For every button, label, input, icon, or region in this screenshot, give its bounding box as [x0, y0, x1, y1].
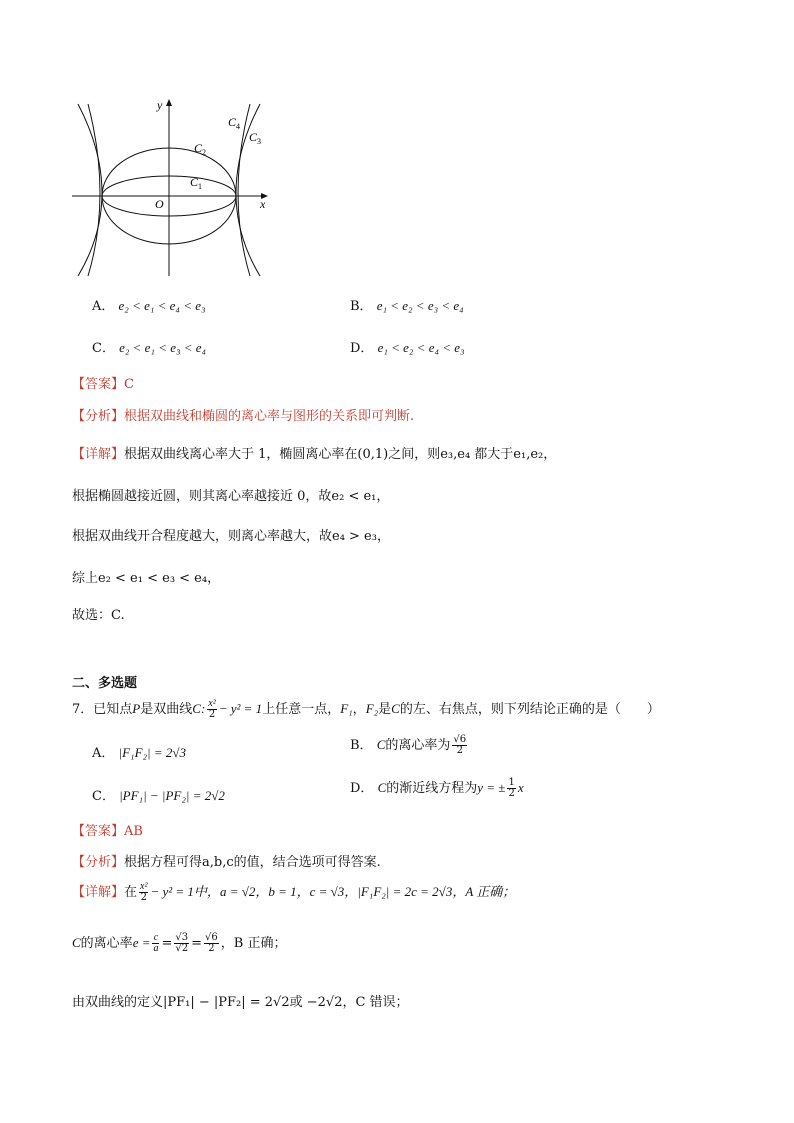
detail-eq: − y² = 1中， [150, 884, 220, 899]
q6-answer [72, 373, 134, 392]
detail-values: a = √2，b = 1，c = √3，|F₁F₂| = 2c = 2√3，A 正确； [219, 884, 516, 899]
label-c2: $C_2$ [194, 141, 207, 157]
q7-stem-text: 的左、右焦点，则下列结论正确的是（ ） [399, 702, 660, 717]
answer-value: AB [124, 824, 143, 839]
detail-text: 在 [124, 885, 138, 900]
q6-option-b [350, 295, 464, 314]
q6-option-c [92, 337, 206, 356]
q7-option-b-label: B． [350, 738, 373, 753]
frac-c-a [152, 933, 159, 954]
q7-analysis [72, 851, 381, 870]
q7-stem-text: 上任意一点， [262, 702, 341, 717]
q7-option-d-text: 的渐近线方程为 [386, 781, 478, 796]
q7-curve-c: C [377, 780, 387, 795]
q6-detail-line2: 根据椭圆越接近圆，则其离心率越接近 0，故e₂ < e₁， [72, 489, 390, 504]
q7-curve-c: C [391, 701, 400, 716]
q7-stem-text: 是 [378, 702, 392, 717]
frac-num: √6 [453, 734, 467, 745]
detail-text: ，B 正确； [220, 936, 287, 951]
frac-num: √3 [175, 932, 189, 943]
q6-option-d [350, 337, 465, 356]
frac-num: 1 [508, 777, 515, 788]
q7-point-p: P [132, 701, 141, 716]
q7-option-d-frac [507, 778, 515, 799]
frac-den: 2 [508, 788, 515, 799]
q7-stem-text: 是双曲线 [140, 702, 193, 717]
q7-option-a [92, 742, 186, 761]
q7-number: 7． [72, 702, 94, 717]
q7-detail-line1 [72, 880, 515, 905]
q7-option-b [350, 734, 469, 756]
frac-num: √6 [205, 932, 218, 943]
frac-den: 2 [204, 943, 219, 954]
q6-detail-line1 [72, 443, 556, 462]
q6-option-d-text: e₁ < e₂ < e₄ < e₃ [377, 340, 465, 355]
label-c3: $C_3$ [249, 130, 262, 146]
label-y: y [157, 98, 163, 112]
q7-option-c-label: C． [92, 789, 115, 804]
q7-option-b-frac [452, 735, 467, 756]
frac-sqrt3-sqrt2 [174, 933, 189, 954]
q7-focus-f2: F₂ [365, 701, 379, 716]
q6-detail-line5: 故选：C. [72, 608, 125, 623]
q6-detail-line3: 根据双曲线开合程度越大，则离心率越大，故e₄ > e₃， [72, 529, 390, 544]
q6-option-c-text: e₂ < e₁ < e₃ < e₄ [119, 340, 207, 355]
q6-option-b-label: B． [350, 299, 373, 314]
label-x: x [260, 197, 266, 211]
frac-den: 2 [208, 709, 216, 720]
q7-option-d-eq: y = ± [477, 780, 506, 795]
q6-option-d-label: D． [350, 341, 374, 356]
q7-option-b-text: 的离心率为 [385, 738, 451, 753]
q7-curve-c: C [192, 701, 201, 716]
q7-option-a-label: A． [92, 746, 115, 761]
q7-answer [72, 820, 143, 839]
analysis-text: 根据双曲线和椭圆的离心率与图形的关系即可判断. [124, 409, 415, 424]
q7-detail-line3: 由双曲线的定义|PF₁| − |PF₂| = 2√2或 −2√2，C 错误； [72, 995, 409, 1010]
q7-option-c-text: |PF₁| − |PF₂| = 2√2 [119, 788, 225, 803]
frac-den: 2 [140, 892, 147, 903]
q6-option-a-label: A． [92, 299, 115, 314]
answer-value: C [124, 377, 134, 392]
conic-figure [68, 96, 278, 278]
q6-option-a-text: e₂ < e₁ < e₄ < e₃ [118, 298, 206, 313]
label-origin: O [155, 197, 164, 211]
label-c4: $C_4$ [228, 115, 241, 131]
frac-sqrt6-2 [204, 933, 219, 954]
frac-num: x² [208, 698, 216, 709]
conic-figure-svg [68, 96, 278, 278]
q7-focus-f1: F₁ [340, 701, 353, 716]
q6-option-c-label: C． [92, 341, 115, 356]
answer-tag: 【答案】 [72, 377, 125, 392]
q7-stem: 7．已知点P是双曲线C: $\frac{\text{x²}}{2}$ − y² = 1上任意一点，F₁，F₂是C的左、右焦点，则下列结论正确的是（ ） [72, 698, 660, 720]
q7-option-d-x: x [517, 780, 524, 795]
detail-e: e = [132, 935, 151, 950]
detail-text: 根据双曲线离心率大于 1，椭圆离心率在(0,1)之间，则e₃,e₄ 都大于e₁,e₂， [124, 447, 557, 462]
detail-tag: 【详解】 [72, 447, 125, 462]
q7-stem-text: 已知点 [93, 702, 133, 717]
q7-detail-frac [139, 882, 148, 903]
q6-analysis [72, 405, 414, 424]
q7-curve-c: C [376, 737, 386, 752]
detail-text: 的离心率 [80, 936, 133, 951]
q6-detail-line4: 综上e₂ < e₁ < e₃ < e₄， [72, 571, 221, 586]
q7-option-d-label: D． [350, 781, 374, 796]
q7-option-c [92, 785, 225, 804]
q7-option-a-text: |F₁F₂| = 2√3 [118, 745, 187, 760]
answer-tag: 【答案】 [72, 824, 125, 839]
q7-curve-c: C [72, 935, 81, 950]
frac-den: √2 [175, 943, 189, 954]
q7-equation: − y² = 1 [218, 701, 263, 716]
detail-tag: 【详解】 [72, 885, 125, 900]
q7-option-d [350, 777, 524, 799]
analysis-text: 根据方程可得a,b,c的值，结合选项可得答案. [124, 855, 381, 870]
frac-num: c [153, 932, 159, 943]
analysis-tag: 【分析】 [72, 855, 125, 870]
hyperbola-c4-left [78, 104, 102, 276]
label-c1: $C_1$ [190, 175, 203, 191]
q6-option-a [92, 295, 206, 314]
q7-frac [207, 699, 216, 720]
y-axis-arrow [166, 99, 172, 106]
frac-den: 2 [452, 745, 467, 756]
frac-num: x² [140, 881, 148, 892]
section-title: 二、多选题 [72, 676, 138, 691]
q7-detail-line2: C的离心率e = $\frac{c}{a}$ = $\frac{√3}{√2}$ = $\frac{√6}{2}$ ，B 正确； [72, 932, 287, 954]
analysis-tag: 【分析】 [72, 409, 125, 424]
q6-option-b-text: e₁ < e₂ < e₃ < e₄ [376, 298, 464, 313]
frac-den: a [153, 943, 159, 954]
